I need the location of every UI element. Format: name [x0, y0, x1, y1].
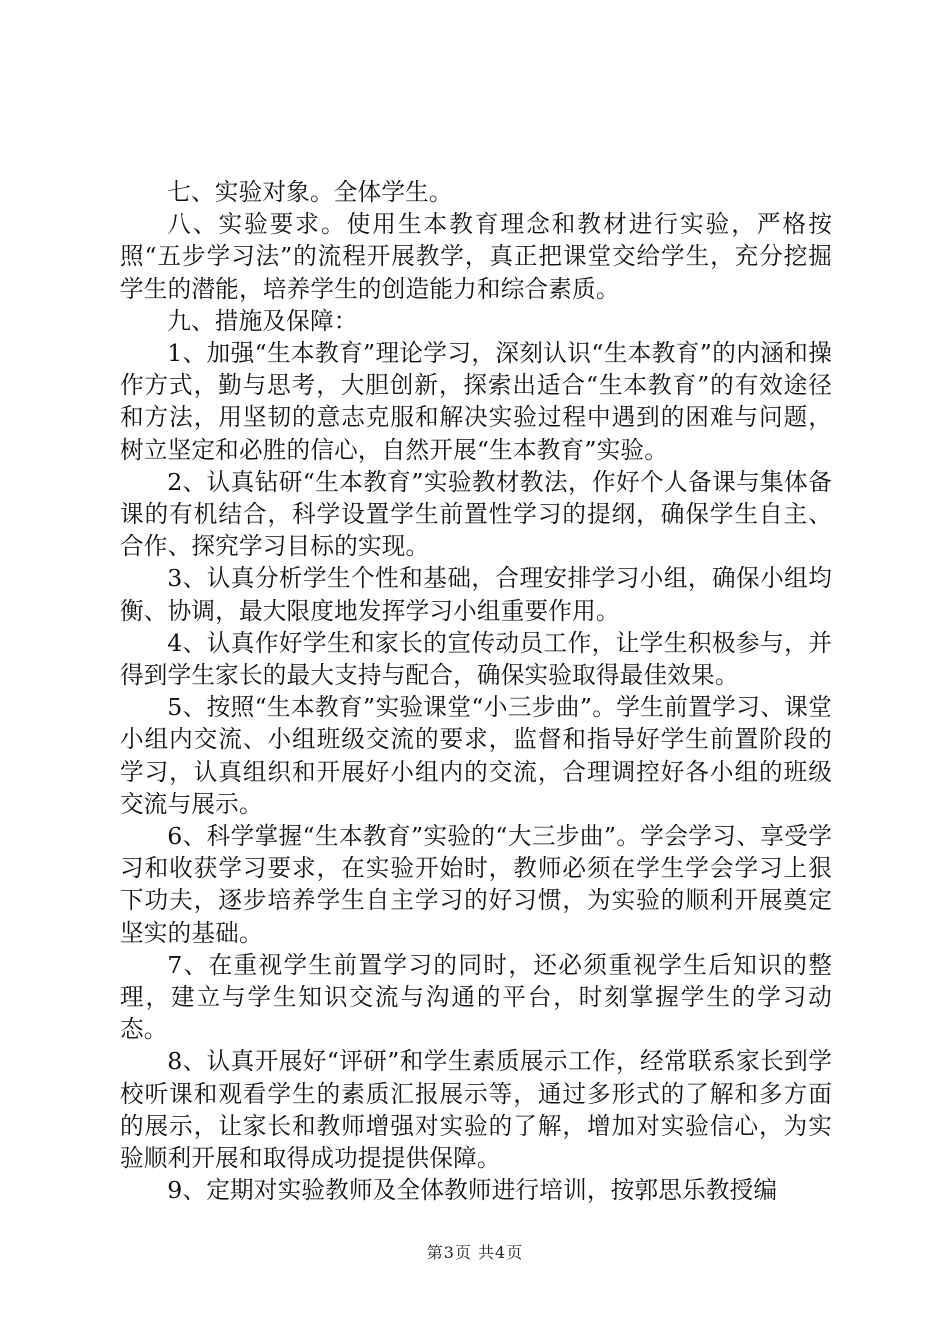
measure-8: 8、认真开展好“评研”和学生素质展示工作，经常联系家长到学校听课和观看学生的素质汇报展示等，通过多形式的了解和多方面的展示，让家长和教师增强对实验的了解，增加对实验信心，为实验顺利开展和取得成功提提供保障。 — [120, 1047, 832, 1173]
page-footer: 第3页 共4页 — [426, 1243, 524, 1262]
measure-6: 6、科学掌握“生本教育”实验的“大三步曲”。学会学习、享受学习和收获学习要求，在实验开始时，教师必须在学生学会学习上狠下功夫，逐步培养学生自主学习的好习惯，为实验的顺利开展奠定坚实的基础。 — [120, 822, 832, 947]
measure-4: 4、认真作好学生和家长的宣传动员工作，让学生积极参与，并得到学生家长的最大支持与配合，确保实验取得最佳效果。 — [120, 628, 832, 690]
paragraph-8: 八、实验要求。使用生本教育理念和教材进行实验，严格按照“五步学习法”的流程开展教学，真正把课堂交给学生，充分挖掘学生的潜能，培养学生的创造能力和综合素质。 — [120, 210, 832, 303]
body-text — [120, 176, 832, 1207]
measure-1: 1、加强“生本教育”理论学习，深刻认识“生本教育”的内涵和操作方式，勤与思考，大胆创新，探索出适合“生本教育”的有效途径和方法，用坚韧的意志克服和解决实验过程中遇到的困难与问题，树立坚定和必胜的信心，自然开展“生本教育”实验。 — [120, 339, 832, 464]
paragraph-7: 七、实验对象。全体学生。 — [167, 178, 453, 206]
paragraph-9: 九、措施及保障： — [167, 306, 358, 335]
measure-2: 2、认真钻研“生本教育”实验教材教法，作好个人备课与集体备课的有机结合，科学设置学生前置性学习的提纲，确保学生自主、合作、探究学习目标的实现。 — [120, 467, 832, 561]
measure-5: 5、按照“生本教育”实验课堂“小三步曲”。学生前置学习、课堂小组内交流、小组班级交流的要求，监督和指导好学生前置阶段的学习，认真组织和开展好小组内的交流，合理调控好各小组的班级交流与展示。 — [120, 693, 832, 818]
measure-3: 3、认真分析学生个性和基础，合理安排学习小组，确保小组均衡、协调，最大限度地发挥学习小组重要作用。 — [120, 564, 832, 625]
measure-9: 9、定期对实验教师及全体教师进行培训，按郭思乐教授编 — [167, 1176, 778, 1205]
measure-7: 7、在重视学生前置学习的同时，还必须重视学生后知识的整理，建立与学生知识交流与沟通的平台，时刻掌握学生的学习动态。 — [120, 950, 832, 1044]
